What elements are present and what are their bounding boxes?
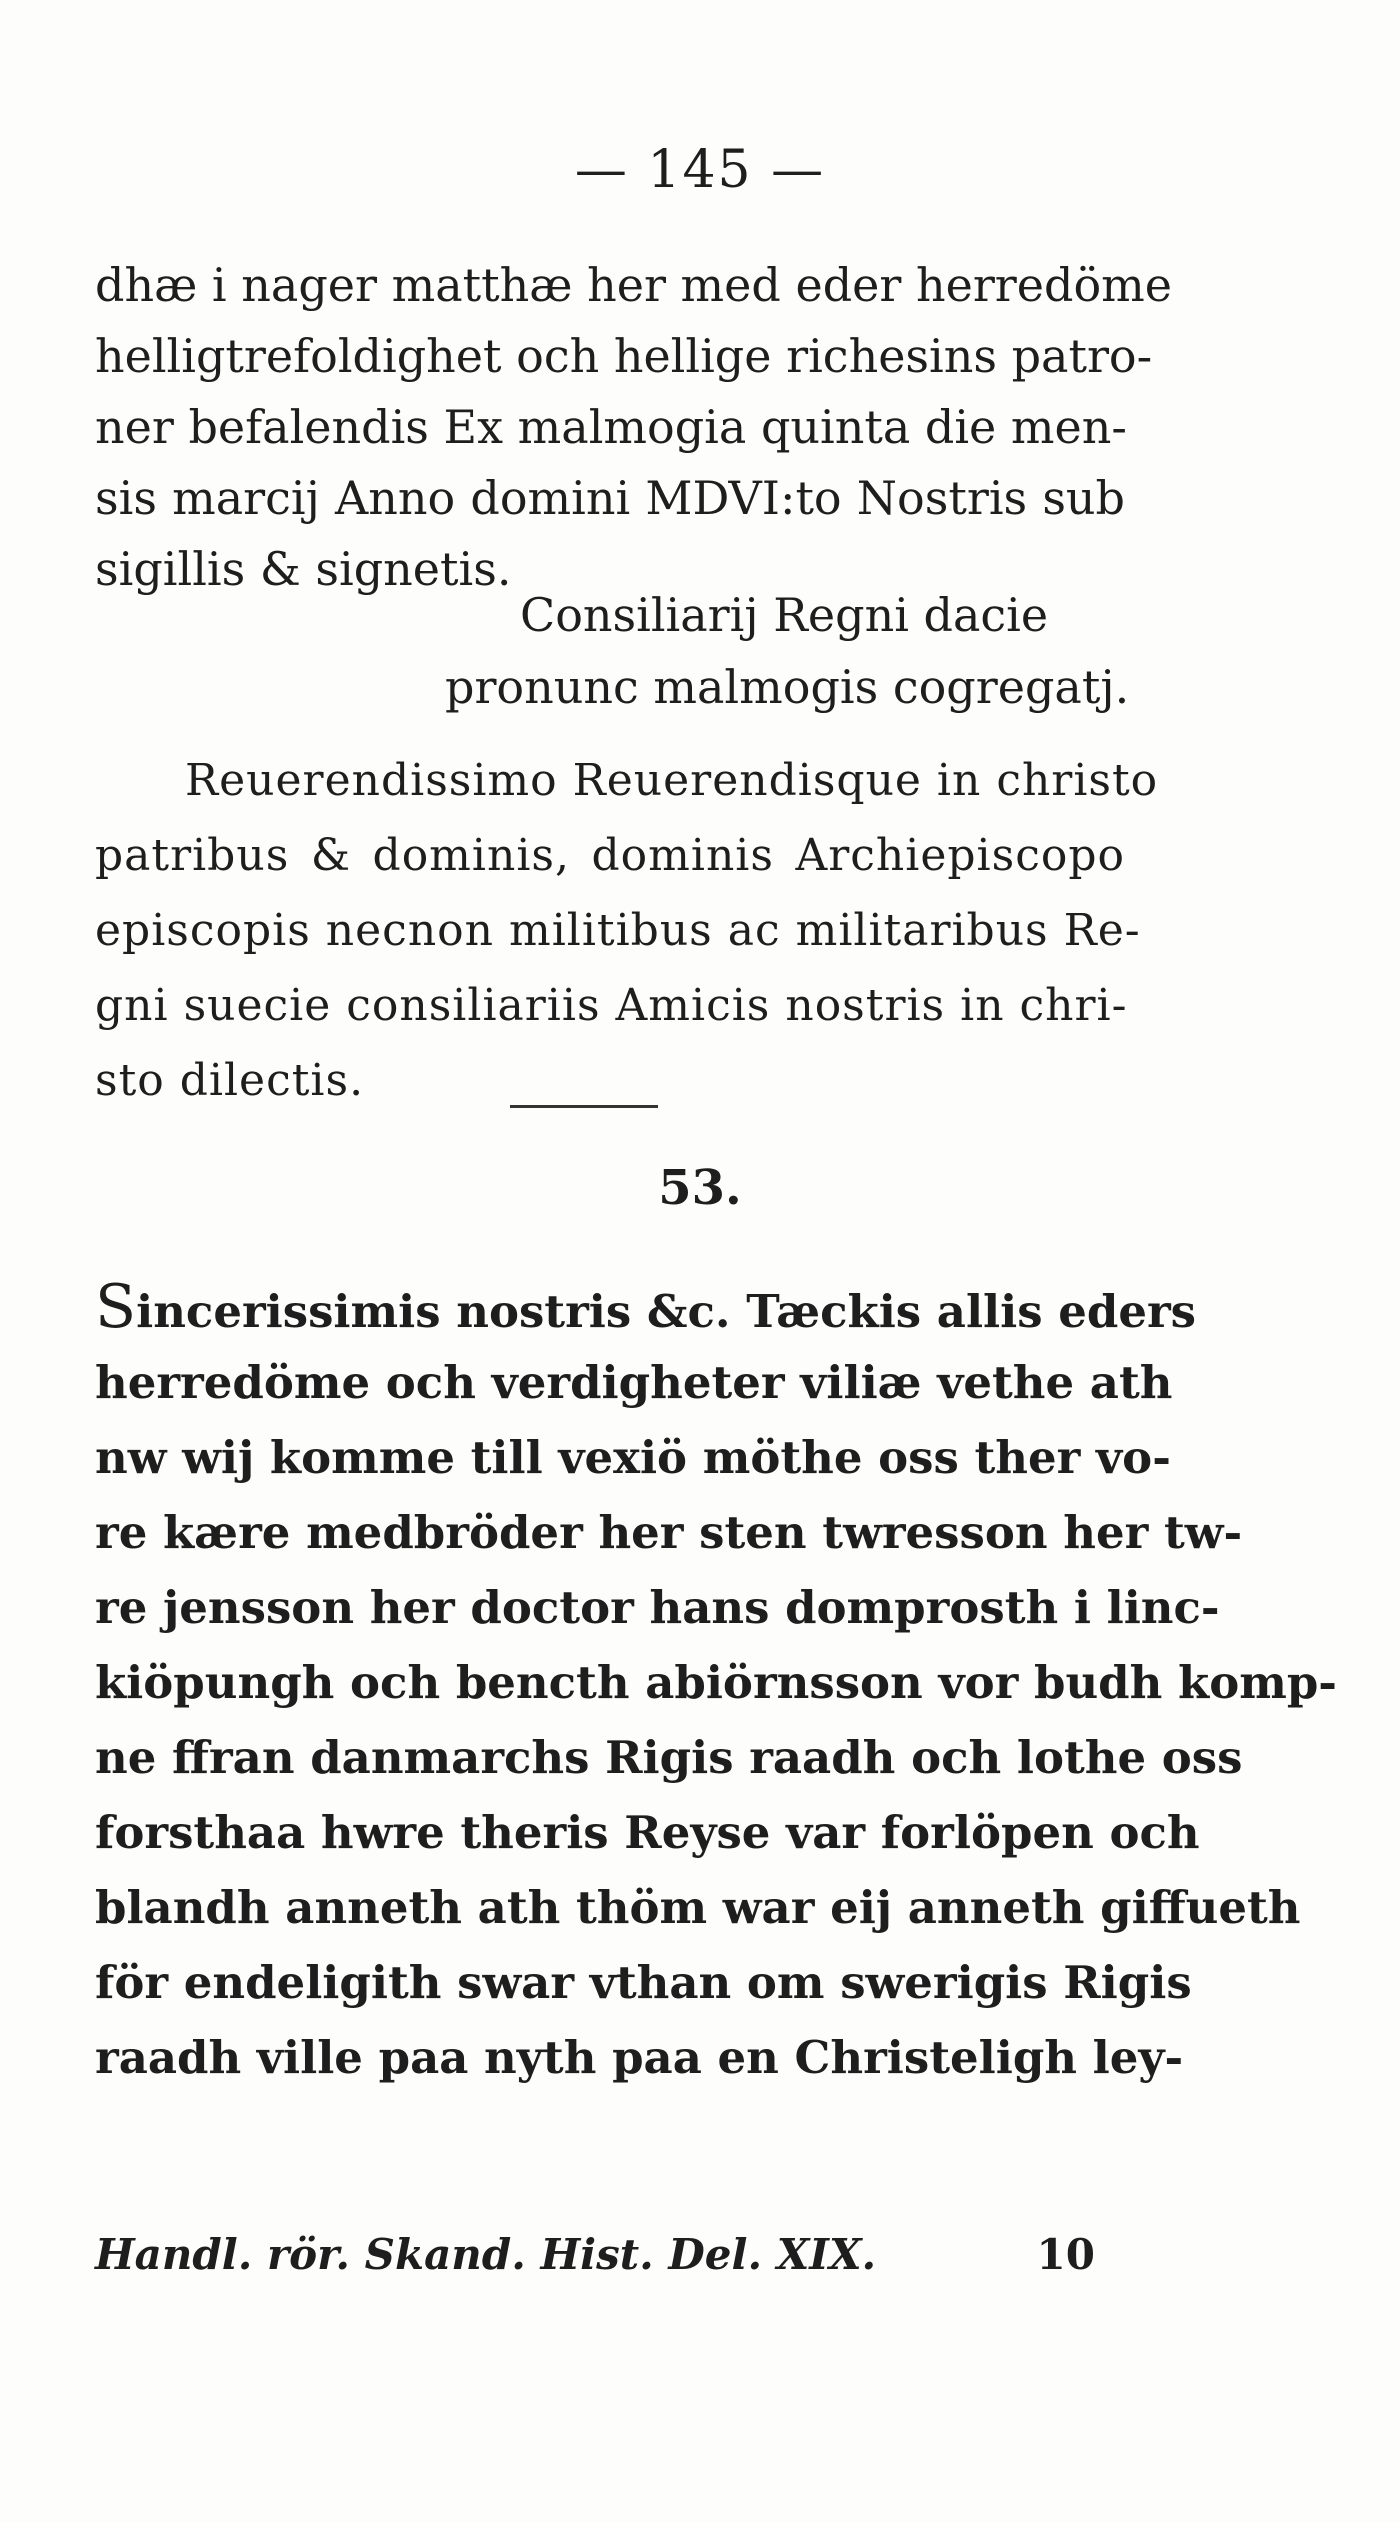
text-line: ne ffran danmarchs Rigis raadh och lothe oss: [95, 1731, 1243, 1784]
signature-line-1: Consiliarij Regni dacie: [520, 588, 1049, 642]
text-line: helligtrefoldighet och hellige richesins patro-: [95, 329, 1153, 383]
text-line: herredöme och verdigheter viliæ vethe ath: [95, 1356, 1173, 1409]
text-line: nw wij komme till vexiö möthe oss ther vo-: [95, 1431, 1171, 1484]
text-line: sis marcij Anno domini MDVI:to Nostris sub: [95, 471, 1125, 525]
section-number: 53.: [658, 1160, 742, 1216]
text-line: raadh ville paa nyth paa en Christeligh ley-: [95, 2031, 1184, 2084]
text-line: Reuerendissimo Reuerendisque in christo: [185, 755, 1159, 806]
text-line: ner befalendis Ex malmogia quinta die men-: [95, 400, 1127, 454]
paragraph-2: [95, 743, 1159, 1118]
text-line: dhæ i nager matthæ her med eder herredöme: [95, 258, 1173, 312]
page-number: — 145 —: [574, 140, 826, 200]
text-line: gni suecie consiliariis Amicis nostris in chri-: [95, 980, 1128, 1031]
page-footer: [95, 2230, 1095, 2290]
text-line: sigillis & signetis.: [95, 542, 512, 596]
paragraph-1: [95, 250, 1173, 605]
signature-line-2: pronunc malmogis cogregatj.: [445, 660, 1130, 714]
text-line: re kære medbröder her sten twresson her tw-: [95, 1506, 1243, 1559]
text-line-first: [95, 1270, 1197, 1345]
text-line: forsthaa hwre theris Reyse var forlöpen och: [95, 1806, 1200, 1859]
text-line: sto dilectis.: [95, 1055, 365, 1106]
signature-mark: 10: [1036, 2230, 1095, 2279]
text-line: episcopis necnon militibus ac militaribus Re-: [95, 905, 1141, 956]
text-line-rest: incerissimis nostris &c. Tæckis allis eders: [136, 1285, 1197, 1338]
text-line: patribus & dominis, dominis Archiepiscopo: [95, 830, 1125, 881]
text-line: blandh anneth ath thöm war eij anneth giffueth: [95, 1881, 1301, 1934]
footer-title: Handl. rör. Skand. Hist. Del. XIX.: [95, 2230, 877, 2279]
section-divider: [510, 1105, 658, 1108]
text-line: för endeligith swar vthan om swerigis Rigis: [95, 1956, 1192, 2009]
paragraph-3: [95, 1270, 1337, 2095]
initial-letter: S: [95, 1272, 137, 1342]
text-line: kiöpungh och bencth abiörnsson vor budh komp-: [95, 1656, 1337, 1709]
text-line: re jensson her doctor hans domprosth i linc-: [95, 1581, 1220, 1634]
